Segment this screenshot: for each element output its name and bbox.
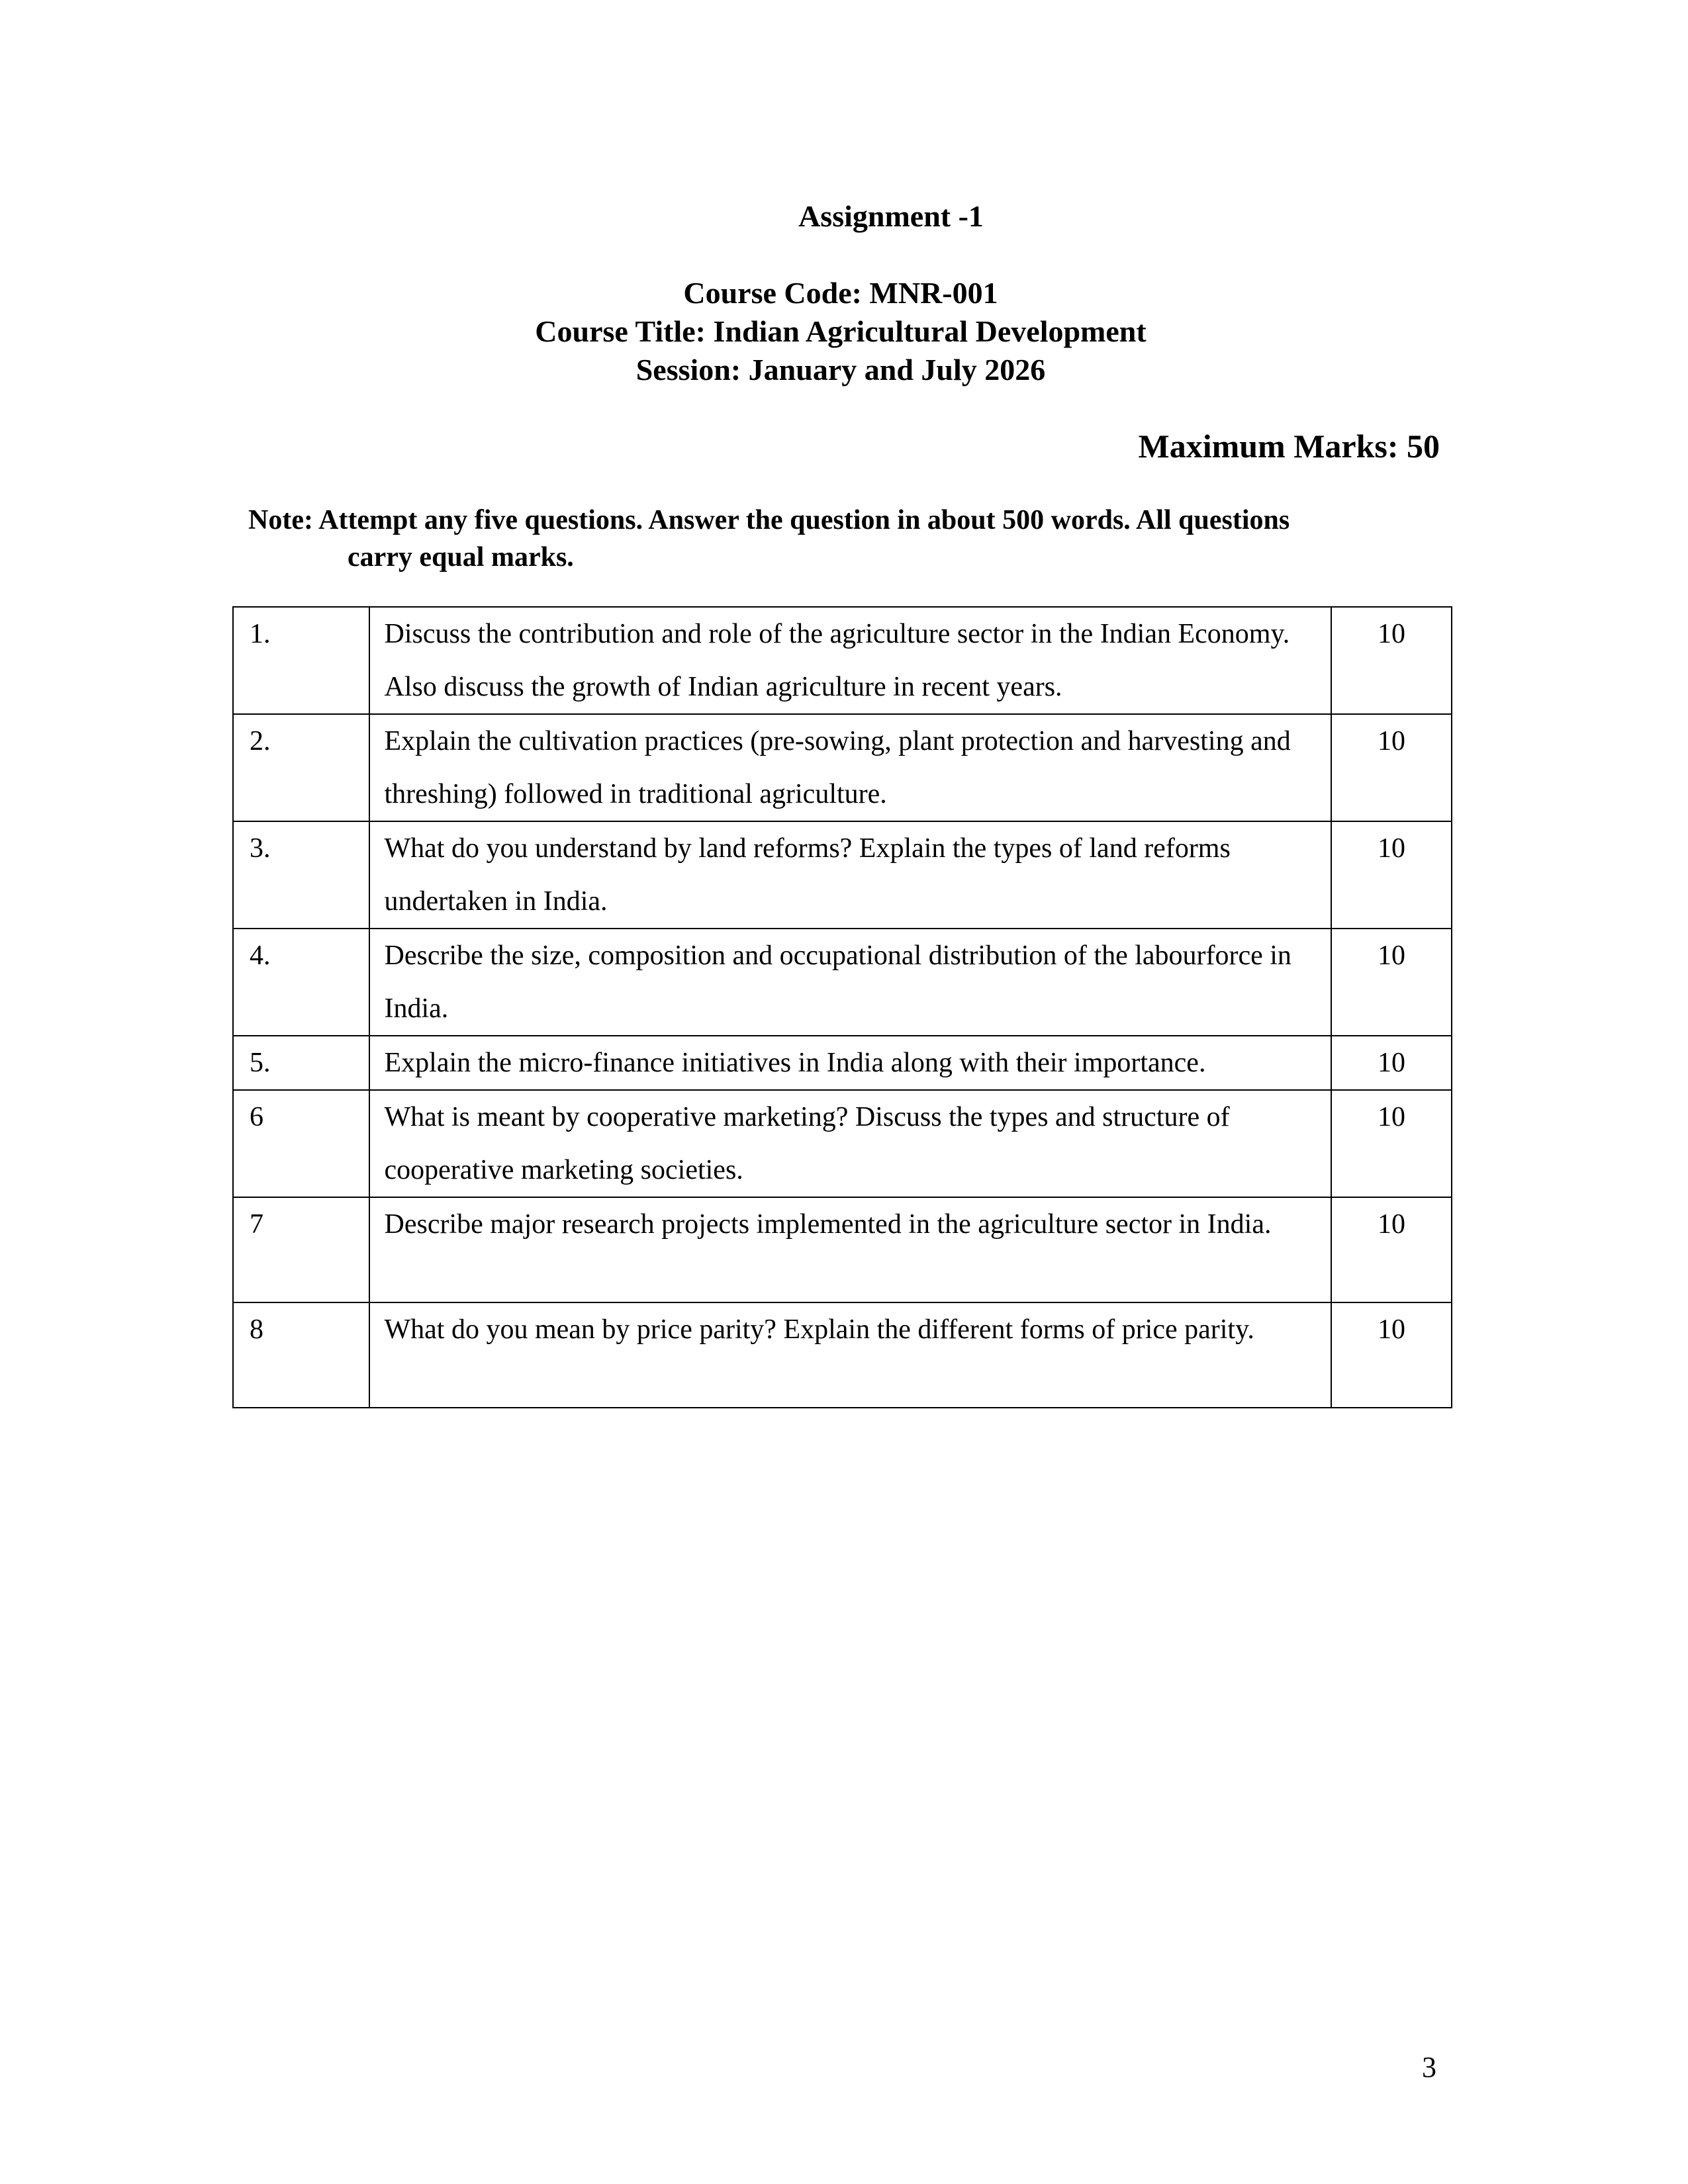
question-marks: 10	[1331, 607, 1452, 714]
question-number: 6	[233, 1090, 369, 1197]
page-number: 3	[1422, 2051, 1436, 2083]
questions-table	[232, 606, 1452, 1408]
question-number: 4.	[233, 929, 369, 1036]
question-text: Describe the size, composition and occupational distribution of the labourforce in India.	[369, 929, 1332, 1036]
note-line-2: carry equal marks.	[348, 542, 574, 572]
session: Session: January and July 2026	[635, 353, 1046, 387]
question-text: Describe major research projects implemented in the agriculture sector in India.	[369, 1197, 1332, 1302]
question-number: 8	[233, 1302, 369, 1408]
question-text: What do you mean by price parity? Explain the different forms of price parity.	[369, 1302, 1332, 1408]
table-row	[233, 607, 1452, 714]
course-title: Course Title: Indian Agricultural Development	[535, 314, 1147, 348]
question-number: 1.	[233, 607, 369, 714]
question-marks: 10	[1331, 1302, 1452, 1408]
question-marks: 10	[1331, 1090, 1452, 1197]
question-text: Explain the cultivation practices (pre-sowing, plant protection and harvesting and threshing) followed in traditional agriculture.	[369, 714, 1332, 821]
table-row	[233, 1302, 1452, 1408]
question-number: 5.	[233, 1036, 369, 1090]
table-row	[233, 1197, 1452, 1302]
table-row	[233, 1090, 1452, 1197]
maximum-marks: Maximum Marks: 50	[1138, 428, 1440, 465]
course-code: Course Code: MNR-001	[683, 276, 998, 310]
question-marks: 10	[1331, 821, 1452, 929]
question-number: 7	[233, 1197, 369, 1302]
table-row	[233, 1036, 1452, 1090]
table-row	[233, 929, 1452, 1036]
question-marks: 10	[1331, 929, 1452, 1036]
question-text: Discuss the contribution and role of the agriculture sector in the Indian Economy. Also discuss the growth of Indian agriculture in recent years.	[369, 607, 1332, 714]
assignment-title: Assignment -1	[798, 199, 984, 233]
question-text: What do you understand by land reforms? Explain the types of land reforms undertaken in India.	[369, 821, 1332, 929]
note-line-1: Note: Attempt any five questions. Answer the question in about 500 words. All questions	[248, 505, 1290, 535]
question-text: Explain the micro-finance initiatives in India along with their importance.	[369, 1036, 1332, 1090]
question-text: What is meant by cooperative marketing? Discuss the types and structure of cooperative marketing societies.	[369, 1090, 1332, 1197]
question-marks: 10	[1331, 714, 1452, 821]
question-number: 2.	[233, 714, 369, 821]
question-number: 3.	[233, 821, 369, 929]
question-marks: 10	[1331, 1197, 1452, 1302]
table-row	[233, 714, 1452, 821]
table-row	[233, 821, 1452, 929]
question-marks: 10	[1331, 1036, 1452, 1090]
